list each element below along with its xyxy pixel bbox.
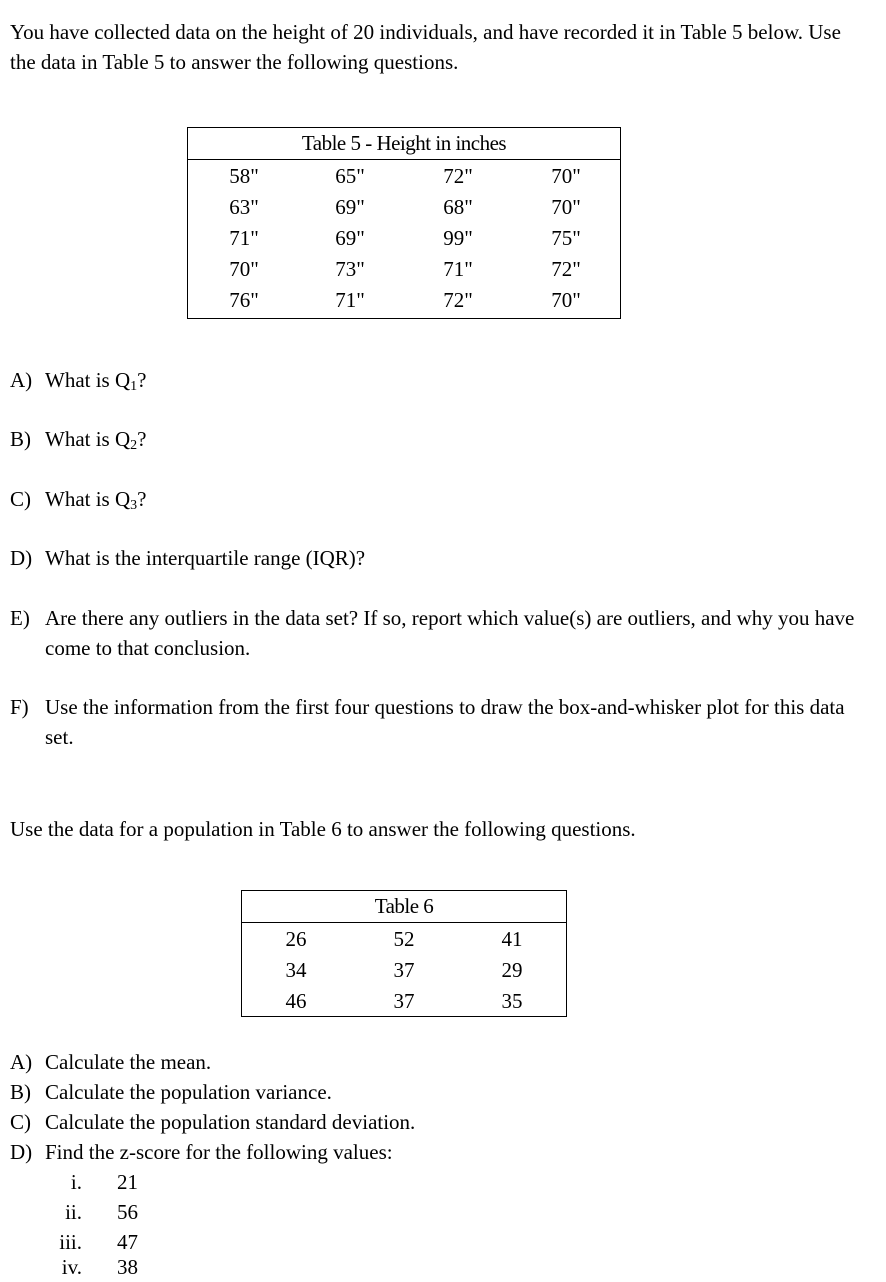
table-5-cell: 69" [335,195,365,219]
table-5-cell: 65" [335,164,365,188]
question-text: What is Q [45,487,131,511]
question-subscript: 2 [130,438,138,453]
table-5-cell: 72" [551,257,581,281]
table-5-cell: 63" [229,195,259,219]
question-label: A) [10,368,33,392]
question-label: D) [10,1140,33,1164]
intro-text: You have collected data on the height of 20 individuals, and have recorded it in Table 5 below. Use the data in Table 5 to answer the following questions. [10,20,841,74]
question-label: C) [10,1110,31,1134]
question-text: Find the z-score for the following values: [45,1140,393,1164]
zscore-value: 47 [117,1230,138,1254]
question-text: Calculate the mean. [45,1050,212,1074]
question-text: Calculate the population standard deviation. [45,1110,416,1134]
table-6-cell: 37 [393,958,415,982]
zscore-value: 21 [117,1170,138,1194]
zscore-numeral: iii. [59,1230,82,1254]
table-5-cell: 58" [229,164,259,188]
question-label: D) [10,546,33,570]
zscore-value: 38 [117,1255,138,1279]
table-5-cell: 70" [551,288,581,312]
table-5-cell: 75" [551,226,581,250]
table-6-title: Table 6 [242,891,566,923]
question-text: What is Q [45,427,131,451]
table-6-cell: 35 [501,989,523,1013]
question-text: Use the information from the first four questions to draw the box-and-whisker plot for this data set. [45,695,845,749]
question-text: Are there any outliers in the data set? If so, report which value(s) are outliers, and why you have come to that conclusion. [45,606,855,660]
table-5-cell: 71" [443,257,473,281]
table-6-cell: 46 [285,989,307,1013]
table-5-cell: 68" [443,195,473,219]
table-5-cell: 76" [229,288,259,312]
table-5-cell: 73" [335,257,365,281]
question-text-end: ? [137,487,147,511]
question-text-end: ? [137,368,147,392]
question-label: E) [10,606,30,630]
table-6-cell: 37 [393,989,415,1013]
question-subscript: 3 [130,498,138,513]
table-6-cell: 41 [501,927,523,951]
zscore-numeral: ii. [65,1200,82,1224]
question-text-end: ? [137,427,147,451]
question-label: B) [10,1080,31,1104]
question-label: A) [10,1050,33,1074]
table-6-cell: 34 [285,958,307,982]
table-6 [241,890,567,1017]
intro-text-2: Use the data for a population in Table 6 to answer the following questions. [10,817,636,841]
table-6-cell: 52 [393,927,415,951]
table-5-cell: 72" [443,164,473,188]
table-5-cell: 71" [229,226,259,250]
question-text: What is Q [45,368,131,392]
table-5-cell: 72" [443,288,473,312]
table-5-cell: 99" [443,226,473,250]
table-5 [187,127,621,319]
table-5-cell: 69" [335,226,365,250]
zscore-value: 56 [117,1200,138,1224]
table-5-cell: 70" [551,195,581,219]
table-5-title: Table 5 - Height in inches [188,128,620,160]
question-label: F) [10,695,29,719]
question-text: What is the interquartile range (IQR)? [45,546,366,570]
zscore-numeral: iv. [61,1255,82,1279]
table-5-cell: 71" [335,288,365,312]
table-5-cell: 70" [551,164,581,188]
question-label: C) [10,487,31,511]
table-6-cell: 29 [501,958,523,982]
question-text: Calculate the population variance. [45,1080,332,1104]
table-6-cell: 26 [285,927,307,951]
question-label: B) [10,427,31,451]
zscore-numeral: i. [70,1170,82,1194]
question-subscript: 1 [130,379,138,394]
table-5-cell: 70" [229,257,259,281]
